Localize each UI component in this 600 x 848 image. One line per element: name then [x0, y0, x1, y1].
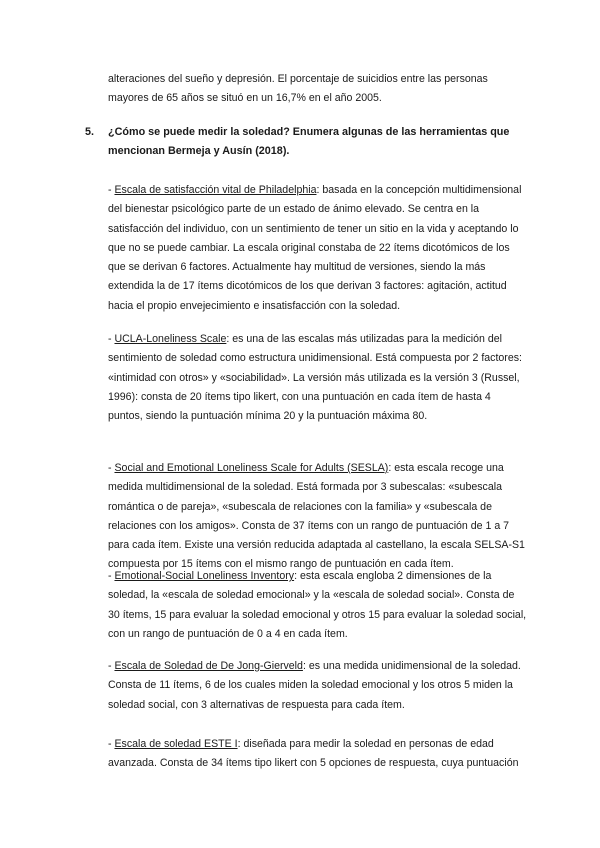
question-text: ¿Cómo se puede medir la soledad? Enumera algunas de las herramientas que mencionan Bermeja y Ausín (2018). — [108, 126, 510, 158]
scale-name-esli: Emotional-Social Loneliness Inventory — [114, 570, 295, 582]
scale-name-dejong: Escala de Soledad de De Jong-Gierveld — [114, 660, 303, 672]
item-prefix: - — [108, 462, 115, 474]
scale-description: : diseñada para medir la soledad en personas de edad avanzada. Consta de 34 ítems tipo likert con 5 opciones de respuesta, cuya puntuación — [108, 738, 519, 770]
item-prefix: - — [108, 333, 115, 345]
scale-paragraph-philadelphia — [108, 181, 528, 316]
scale-paragraph-este — [108, 735, 528, 774]
scale-description: : esta escala recoge una medida multidimensional de la soledad. Está formada por 3 subescalas: «subescala romántica o de pareja», «subescala de relaciones con la familia» y «subescala de relaciones con los amigos». Consta de 37 ítems con un rango de puntuación de 1 a 7 para cada ítem. Existe una versión reducida adaptada al castellano, la escala SELSA-S1 compuesta por 15 ítems con el mismo rango de puntuación en cada ítem. — [108, 462, 525, 571]
scale-name-sesla: Social and Emotional Loneliness Scale for Adults (SESLA) — [114, 462, 389, 474]
intro-paragraph: alteraciones del sueño y depresión. El porcentaje de suicidios entre las personas mayores de 65 años se situó en un 16,7% en el año 2005. — [108, 73, 488, 105]
scale-description: : es una de las escalas más utilizadas para la medición del sentimiento de soledad como estructura unidimensional. Está compuesta por 2 factores: «intimidad con otros» y «sociabilidad». La versión más utilizada es la versión 3 (Russel, 1996): consta de 20 ítems tipo likert, con una puntuación en cada ítem de hasta 4 puntos, siendo la puntuación mínima 20 y la puntuación máxima 80. — [108, 333, 522, 423]
scale-description: : esta escala engloba 2 dimensiones de la soledad, la «escala de soledad emocional» y la «escala de soledad social». Consta de 30 ítems, 15 para evaluar la soledad emocional y otros 15 para evaluar la soledad social, con un rango de puntuación de 0 a 4 en cada ítem. — [108, 570, 527, 640]
item-prefix: - — [108, 184, 115, 196]
scale-paragraph-esli — [108, 567, 528, 644]
item-prefix: - — [108, 660, 115, 672]
scale-name-ucla: UCLA-Loneliness Scale — [114, 333, 227, 345]
scale-name-philadelphia: Escala de satisfacción vital de Philadelphia — [114, 184, 317, 196]
item-prefix: - — [108, 738, 115, 750]
item-prefix: - — [108, 570, 115, 582]
scale-paragraph-dejong — [108, 657, 528, 715]
scale-description: : basada en la concepción multidimensional del bienestar psicológico parte de un estado de ánimo elevado. Se centra en la satisfacción del individuo, con un sentimiento de tener un sitio en la vida y aceptando lo que no se puede cambiar. La escala original constaba de 22 ítems dicotómicos de los que se derivan 6 factores. Actualmente hay multitud de versiones, siendo la más extendida la de 17 ítems dicotómicos de los que derivan 3 factores: agitación, actitud hacia el propio envejecimiento e insatisfacción con la soledad. — [108, 184, 522, 312]
question-heading — [85, 123, 528, 162]
question-number: 5. — [85, 126, 95, 138]
scale-paragraph-ucla — [108, 330, 528, 426]
scale-description: : es una medida unidimensional de la soledad. Consta de 11 ítems, 6 de los cuales miden la soledad emocional y los otros 5 miden la soledad social, con 3 alternativas de respuesta para cada ítem. — [108, 660, 521, 711]
scale-paragraph-sesla — [108, 459, 528, 575]
scale-name-este: Escala de soledad ESTE I — [114, 738, 238, 750]
